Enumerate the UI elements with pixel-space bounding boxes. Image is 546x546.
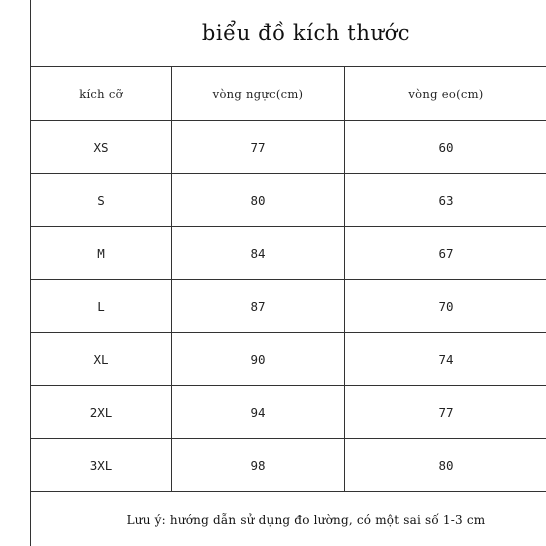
waist-cell: 60 [438,139,454,155]
table-row [31,439,546,492]
size-cell: 3XL [31,439,172,491]
chest-cell: 87 [172,280,345,332]
header-waist: vòng eo(cm) [408,86,484,101]
waist-cell: 74 [438,351,454,367]
chest-cell: 84 [172,227,345,279]
waist-cell: 70 [438,298,454,314]
header-chest: vòng ngực(cm) [172,67,345,120]
size-cell: XL [31,333,172,385]
size-cell: S [31,174,172,226]
title-row [31,0,546,66]
chest-cell: 98 [172,439,345,491]
header-size: kích cỡ [31,67,172,120]
table-row [31,333,546,386]
waist-cell: 80 [438,457,454,473]
chest-cell: 90 [172,333,345,385]
size-table [31,66,546,492]
measurement-note: Lưu ý: hướng dẫn sử dụng đo lường, có một sai số 1-3 cm [126,513,486,527]
size-chart [30,0,546,546]
size-cell: M [31,227,172,279]
table-header-row [31,67,546,121]
size-cell: 2XL [31,386,172,438]
chest-cell: 94 [172,386,345,438]
size-cell: XS [31,121,172,173]
waist-cell: 63 [438,192,454,208]
table-row [31,227,546,280]
table-row [31,174,546,227]
table-row [31,386,546,439]
table-row [31,121,546,174]
size-cell: L [31,280,172,332]
chest-cell: 80 [172,174,345,226]
chest-cell: 77 [172,121,345,173]
waist-cell: 77 [438,404,454,420]
note-row [31,494,546,546]
table-row [31,280,546,333]
waist-cell: 67 [438,245,454,261]
chart-title: biểu đồ kích thước [201,21,411,45]
